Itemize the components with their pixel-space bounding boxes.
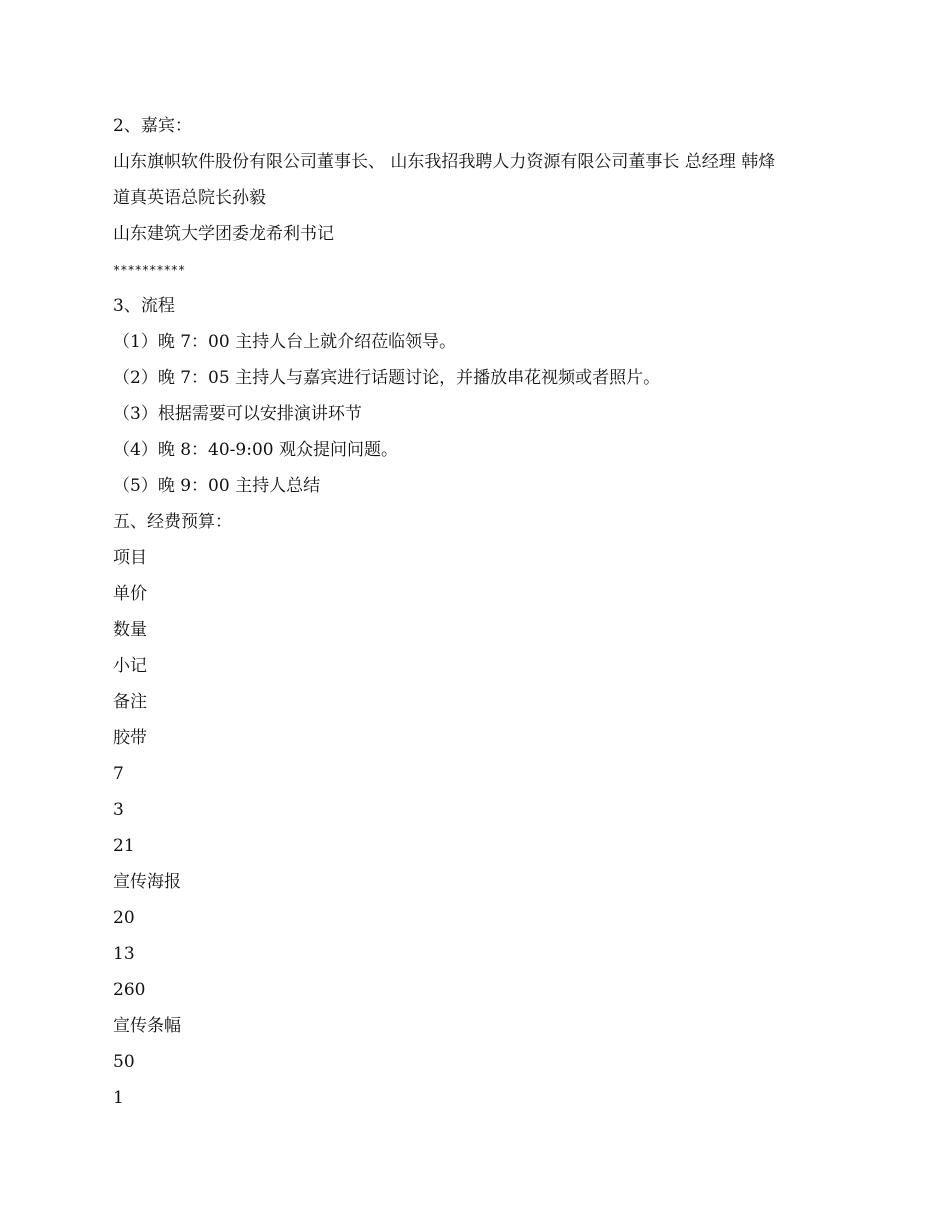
budget-heading: 五、经费预算： (113, 512, 232, 532)
guest-line: 道真英语总院长孙毅 (113, 188, 266, 208)
budget-header-subtotal: 小记 (113, 656, 147, 676)
guest-line: 山东旗帜软件股份有限公司董事长、 山东我招我聘人力资源有限公司董事长 总经理 韩烽 (113, 152, 776, 172)
budget-header-item: 项目 (113, 548, 147, 568)
budget-cell-unit-price: 50 (113, 1052, 135, 1072)
budget-cell-subtotal: 21 (113, 836, 135, 856)
budget-cell-unit-price: 20 (113, 908, 135, 928)
process-step: （4）晚 8：40-9:00 观众提问问题。 (113, 440, 398, 460)
budget-header-unit-price: 单价 (113, 584, 147, 604)
document-body (113, 108, 843, 1116)
guests-heading: 2、嘉宾： (113, 116, 192, 136)
process-heading: 3、流程 (113, 296, 175, 316)
budget-cell-unit-price: 7 (113, 764, 124, 784)
budget-cell-item: 宣传海报 (113, 872, 181, 892)
budget-cell-item: 胶带 (113, 728, 147, 748)
budget-header-quantity: 数量 (113, 620, 147, 640)
process-step: （3）根据需要可以安排演讲环节 (113, 404, 362, 424)
process-step: （2）晚 7：05 主持人与嘉宾进行话题讨论，并播放串花视频或者照片。 (113, 368, 661, 388)
separator: ********** (113, 263, 186, 277)
process-step: （1）晚 7：00 主持人台上就介绍莅临领导。 (113, 332, 457, 352)
budget-cell-item: 宣传条幅 (113, 1016, 181, 1036)
budget-cell-quantity: 3 (113, 800, 124, 820)
budget-cell-subtotal: 260 (113, 980, 146, 1000)
guest-line: 山东建筑大学团委龙希利书记 (113, 224, 334, 244)
process-step: （5）晚 9：00 主持人总结 (113, 476, 321, 496)
budget-cell-quantity: 13 (113, 944, 135, 964)
budget-cell-quantity: 1 (113, 1088, 124, 1108)
budget-header-remarks: 备注 (113, 692, 147, 712)
